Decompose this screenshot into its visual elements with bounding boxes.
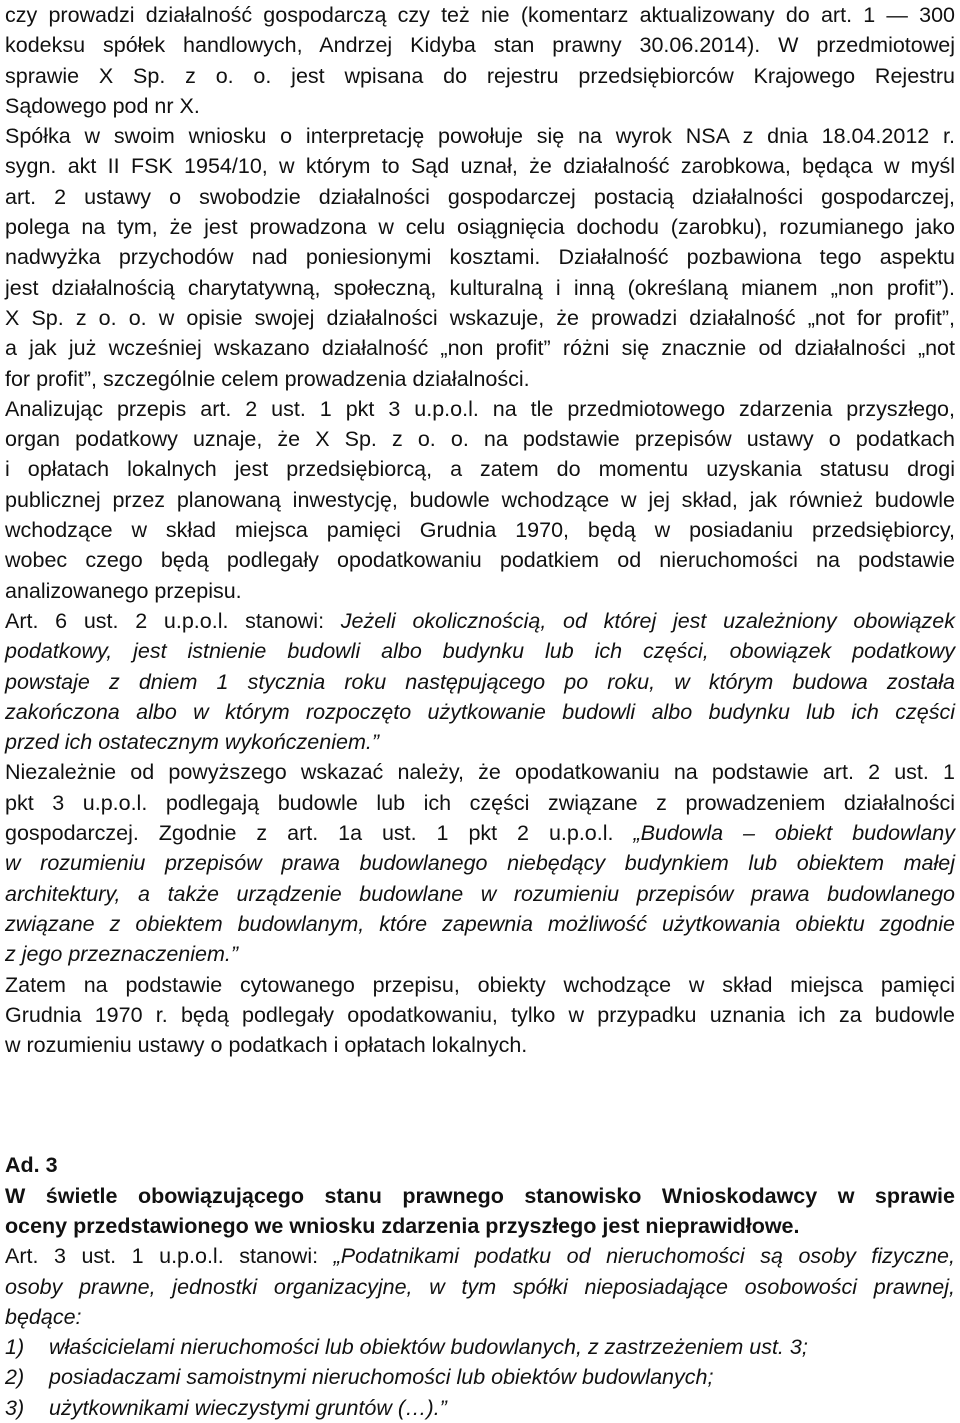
art6-prefix: Art. 6 ust. 2 u.p.o.l. stanowi: bbox=[5, 608, 341, 633]
art6-quote: Jeżeli okolicznością, od której jest uzależniony obowiązek bbox=[340, 608, 955, 633]
list-item-text: użytkownikami wieczystymi gruntów (…).” bbox=[49, 1395, 447, 1420]
paragraph-nsa bbox=[5, 121, 955, 394]
text-line: Niezależnie od powyższego wskazać należy, że opodatkowaniu na podstawie art. 2 ust. 1 bbox=[5, 760, 955, 785]
quote-line: powstaje z dniem 1 stycznia roku następującego po roku, w którym budowa została bbox=[5, 669, 955, 694]
list-item-text: właścicielami nieruchomości lub obiektów budowlanych, z zastrzeżeniem ust. 3; bbox=[49, 1335, 808, 1360]
list-item bbox=[5, 1362, 955, 1392]
section-spacer bbox=[5, 1060, 955, 1150]
text-line: sprawie X Sp. z o. o. jest wpisana do rejestru przedsiębiorców Krajowego Rejestru bbox=[5, 63, 955, 88]
text-line: czy prowadzi działalność gospodarczą czy też nie (komentarz aktualizowany do art. 1 — 300 bbox=[5, 3, 955, 27]
numbered-list bbox=[5, 1332, 955, 1423]
text-line: pkt 3 u.p.o.l. podlegają budowle lub ich części związane z prowadzeniem działalności bbox=[5, 790, 955, 815]
text-line: Sądowego pod nr X. bbox=[5, 93, 200, 118]
art3-quote: „Podatnikami podatku od nieruchomości są osoby fizyczne, bbox=[333, 1244, 955, 1269]
quote-line: przed ich ostatecznym wykończeniem.” bbox=[5, 730, 380, 755]
text-line: sygn. akt II FSK 1954/10, w którym to Sąd uznał, że działalność zarobkowa, będąca w myśl bbox=[5, 154, 955, 179]
text-line: w rozumieniu ustawy o podatkach i opłatach lokalnych. bbox=[5, 1033, 528, 1058]
quote-line: podatkowy, jest istnienie budowli albo budynku lub ich części, obowiązek podatkowy bbox=[5, 639, 955, 664]
text-line: Spółka w swoim wniosku o interpretację powołuje się na wyrok NSA z dnia 18.04.2012 r. bbox=[5, 124, 955, 149]
quote-line: architektury, a także urządzenie budowlane w rozumieniu przepisów prawa budowlanego bbox=[5, 881, 955, 906]
list-item-number: 2) bbox=[5, 1365, 25, 1390]
text-line: kodeksu spółek handlowych, Andrzej Kidyba stan prawny 30.06.2014). W przedmiotowej bbox=[5, 33, 955, 58]
text-line: nadwyżka przychodów nad poniesionymi kosztami. Działalność pozbawiona tego aspektu bbox=[5, 245, 955, 270]
document-page bbox=[5, 0, 955, 1423]
art3-prefix: Art. 3 ust. 1 u.p.o.l. stanowi: bbox=[5, 1244, 334, 1269]
text-line: polega na tym, że jest prowadzona w celu osiągnięcia dochodu (zarobku), rozumianego jako bbox=[5, 215, 955, 240]
quote-line: związane z obiektem budowlanym, które zapewnia możliwość użytkowania obiektu zgodnie bbox=[5, 911, 955, 936]
list-item-text: posiadaczami samoistnymi nieruchomości lub obiektów budowlanych; bbox=[49, 1365, 714, 1390]
text-line bbox=[5, 606, 955, 636]
paragraph-kidyba bbox=[5, 0, 955, 121]
text-line: analizowanego przepisu. bbox=[5, 578, 242, 603]
list-item bbox=[5, 1393, 955, 1423]
text-line: art. 2 ustawy o swobodzie działalności gospodarczej postacią działalności gospodarczej, bbox=[5, 184, 955, 209]
text-line: a jak już wcześniej wskazano działalność „non profit” różni się znacznie od działalności „not bbox=[5, 336, 955, 361]
bold-statement-line: W świetle obowiązującego stanu prawnego stanowisko Wnioskodawcy w sprawie bbox=[5, 1183, 955, 1208]
text-line: Zatem na podstawie cytowanego przepisu, obiekty wchodzące w skład miejsca pamięci bbox=[5, 972, 955, 997]
text-line: for profit”, szczególnie celem prowadzenia działalności. bbox=[5, 366, 530, 391]
quote-line: w rozumieniu przepisów prawa budowlanego niebędący budynkiem lub obiektem małej bbox=[5, 851, 955, 876]
quote-line: zakończona albo w którym rozpoczęto użytkowanie budowli albo budynku lub ich części bbox=[5, 699, 955, 724]
bold-statement-line: oceny przedstawionego we wniosku zdarzenia przyszłego jest nieprawidłowe. bbox=[5, 1213, 800, 1238]
text-line: Analizując przepis art. 2 ust. 1 pkt 3 u.p.o.l. na tle przedmiotowego zdarzenia przyszłego, bbox=[5, 396, 955, 421]
quote-line: będące: bbox=[5, 1304, 82, 1329]
list-item-number: 1) bbox=[5, 1335, 25, 1360]
section-heading: Ad. 3 bbox=[5, 1153, 58, 1178]
paragraph-niezaleznie bbox=[5, 757, 955, 969]
text-line: i opłatach lokalnych jest przedsiębiorcą, a zatem do momentu uzyskania statusu drogi bbox=[5, 457, 955, 482]
budowla-prefix: gospodarczej. Zgodnie z art. 1a ust. 1 pkt 2 u.p.o.l. bbox=[5, 821, 634, 846]
text-line: wobec czego będą podlegały opodatkowaniu podatkiem od nieruchomości na podstawie bbox=[5, 548, 955, 573]
text-line bbox=[5, 818, 955, 848]
text-line bbox=[5, 1241, 955, 1271]
text-line: jest działalnością charytatywną, społeczną, kulturalną i inną (określaną mianem „non profit”). bbox=[5, 275, 955, 300]
text-line: publicznej przez planowaną inwestycję, budowle wchodzące w jej skład, jak również budowle bbox=[5, 487, 955, 512]
quote-line: osoby prawne, jednostki organizacyjne, w tym spółki nieposiadające osobowości prawnej, bbox=[5, 1274, 955, 1299]
quote-line: z jego przeznaczeniem.” bbox=[5, 942, 239, 967]
section-ad3 bbox=[5, 1150, 955, 1423]
text-line: organ podatkowy uznaje, że X Sp. z o. o. na podstawie przepisów ustawy o podatkach bbox=[5, 427, 955, 452]
paragraph-zatem bbox=[5, 970, 955, 1061]
list-item bbox=[5, 1332, 955, 1362]
paragraph-analiza bbox=[5, 394, 955, 606]
text-line: X Sp. z o. o. w opisie swojej działalności wskazuje, że prowadzi działalność „not for profit”, bbox=[5, 305, 955, 330]
text-line: wchodzące w skład miejsca pamięci Grudnia 1970, będą w posiadaniu przedsiębiorcy, bbox=[5, 518, 955, 543]
paragraph-art6 bbox=[5, 606, 955, 757]
budowla-quote: „Budowla – obiekt budowlany bbox=[633, 821, 956, 846]
text-line: Grudnia 1970 r. będą podlegały opodatkowaniu, tylko w przypadku uznania ich za budowle bbox=[5, 1002, 955, 1027]
list-item-number: 3) bbox=[5, 1395, 25, 1420]
